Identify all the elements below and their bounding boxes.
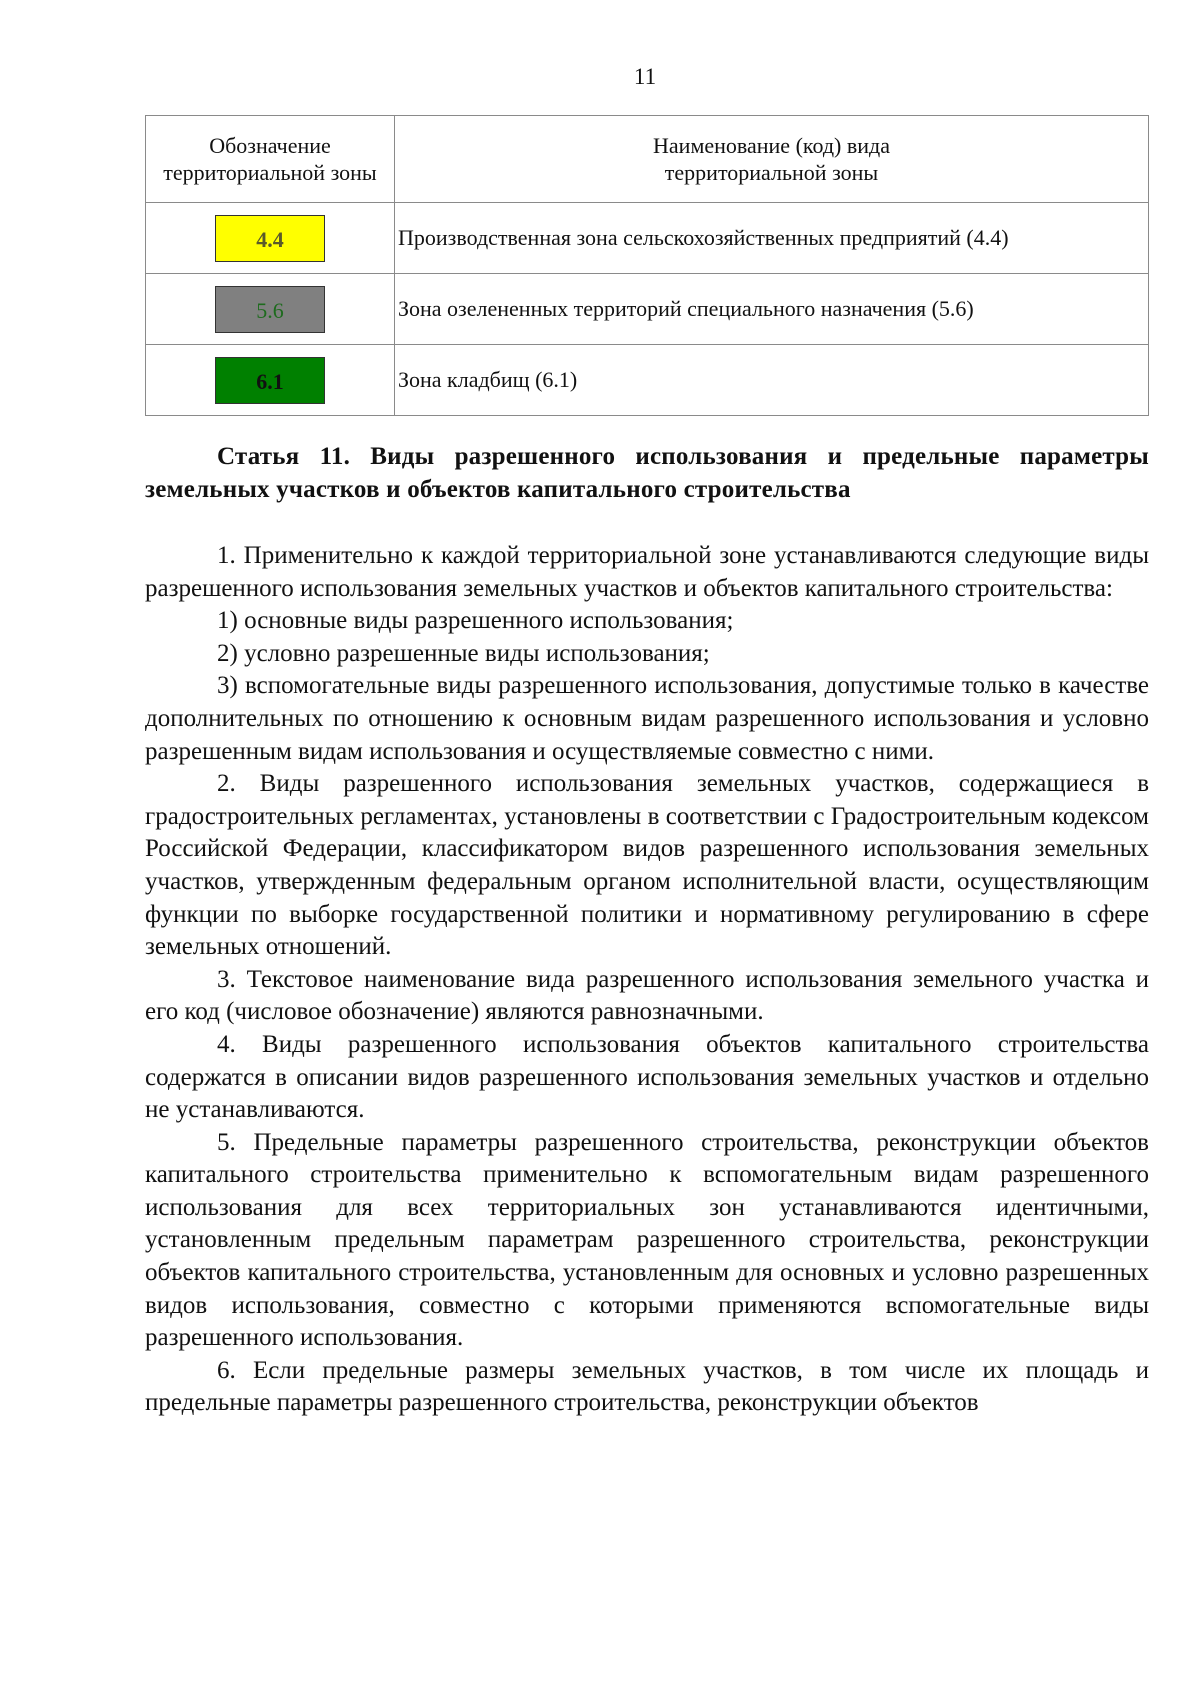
article-title: Статья 11. Виды разрешенного использования и предельные параметры земельных участков и объектов капитального строительства [145, 443, 1149, 503]
paragraph: 3) вспомогательные виды разрешенного использования, допустимые только в качестве дополнительных по отношению к основным видам разрешенного использования и условно разрешенным видам использования и осуществляемые совместно с ними. [145, 672, 1149, 765]
paragraph: 2. Виды разрешенного использования земельных участков, содержащиеся в градостроительных регламентах, установлены в соответствии с Градостроительным кодексом Российской Федерации, классификатором видов разрешенного использования земельных участков, утвержденным федеральным органом исполнительной власти, осуществляющим функции по выборке государственной политики и нормативному регулированию в сфере земельных отношений. [145, 770, 1149, 961]
zone-swatch-4-4: 4.4 [215, 215, 325, 262]
paragraph: 3. Текстовое наименование вида разрешенного использования земельного участка и его код (числовое обозначение) являются равнозначными. [145, 965, 1149, 1026]
article-11 [145, 440, 1149, 1420]
header-zone-name-line2: территориальной зоны [664, 160, 879, 185]
page-number: 11 [633, 64, 657, 89]
zone-name-cell: Зона кладбищ (6.1) [395, 345, 1149, 416]
zone-swatch-6-1: 6.1 [215, 357, 325, 404]
legend-row [146, 274, 1149, 345]
zone-legend-table [145, 115, 1149, 416]
paragraph: 2) условно разрешенные виды использования; [217, 639, 710, 667]
zone-code-cell [146, 203, 395, 274]
paragraph: 6. Если предельные размеры земельных участков, в том числе их площадь и предельные параметры разрешенного строительства, реконструкции объектов [145, 1356, 1149, 1417]
header-zone-code: Обозначение территориальной зоны [146, 116, 395, 203]
legend-row [146, 345, 1149, 416]
header-zone-name-line1: Наименование (код) вида [653, 133, 890, 158]
zone-name-cell: Зона озелененных территорий специального назначения (5.6) [395, 274, 1149, 345]
zone-swatch-5-6: 5.6 [215, 286, 325, 333]
legend-row [146, 203, 1149, 274]
header-zone-name [395, 116, 1149, 203]
zone-code-cell [146, 274, 395, 345]
paragraph: 1. Применительно к каждой территориальной зоне устанавливаются следующие виды разрешенного использования земельных участков и объектов капитального строительства: [145, 542, 1149, 602]
legend-header-row [146, 116, 1149, 203]
zone-name-cell: Производственная зона сельскохозяйственных предприятий (4.4) [395, 203, 1149, 274]
paragraph: 4. Виды разрешенного использования объектов капитального строительства содержатся в описании видов разрешенного использования земельных участков и отдельно не устанавливаются. [145, 1030, 1149, 1124]
zone-code-cell [146, 345, 395, 416]
article-body [145, 540, 1149, 1420]
paragraph: 5. Предельные параметры разрешенного строительства, реконструкции объектов капитального строительства применительно к вспомогательным видам разрешенного использования для всех территориальных зон устанавливаются идентичными, установленным предельным параметрам разрешенного строительства, реконструкции объектов капитального строительства, установленным для основных и условно разрешенных видов использования, совместно с которыми применяются вспомогательные виды разрешенного использования. [145, 1128, 1149, 1352]
paragraph: 1) основные виды разрешенного использования; [217, 607, 734, 635]
